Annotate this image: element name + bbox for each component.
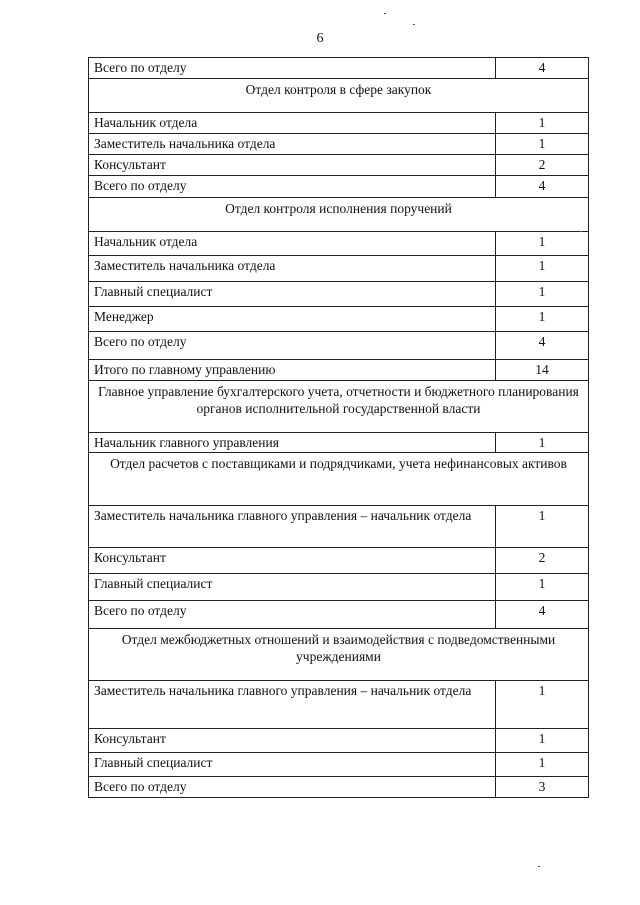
table-row [89, 681, 589, 729]
position-title: Консультант [89, 155, 496, 176]
position-title: Главный специалист [89, 282, 496, 307]
position-title: Всего по отделу [89, 176, 496, 198]
table-row [89, 729, 589, 753]
section-title: Отдел контроля в сфере закупок [89, 79, 589, 113]
table-row [89, 574, 589, 601]
position-count: 1 [496, 729, 589, 753]
position-count: 1 [496, 256, 589, 282]
section-title: Отдел межбюджетных отношений и взаимодействия с подведомственными учреждениями [89, 629, 589, 681]
position-title: Начальник отдела [89, 113, 496, 134]
staffing-table-body [89, 58, 589, 798]
position-count: 4 [496, 601, 589, 629]
position-count: 14 [496, 360, 589, 381]
position-title: Всего по отделу [89, 332, 496, 360]
position-count: 4 [496, 58, 589, 79]
position-count: 1 [496, 506, 589, 548]
scan-speck [384, 13, 386, 14]
table-row [89, 282, 589, 307]
position-title: Всего по отделу [89, 601, 496, 629]
section-header-row [89, 198, 589, 232]
position-title: Итого по главному управлению [89, 360, 496, 381]
position-title: Начальник отдела [89, 232, 496, 256]
position-title: Консультант [89, 729, 496, 753]
table-row [89, 360, 589, 381]
table-row [89, 307, 589, 332]
position-title: Начальник главного управления [89, 433, 496, 453]
scan-speck [538, 866, 540, 867]
section-header-row [89, 629, 589, 681]
position-count: 4 [496, 332, 589, 360]
table-row [89, 548, 589, 574]
scan-speck [413, 24, 415, 25]
position-count: 1 [496, 307, 589, 332]
position-count: 4 [496, 176, 589, 198]
position-count: 2 [496, 548, 589, 574]
position-count: 1 [496, 433, 589, 453]
position-title: Заместитель начальника отдела [89, 256, 496, 282]
section-header-row [89, 381, 589, 433]
position-count: 1 [496, 134, 589, 155]
table-row [89, 777, 589, 798]
table-row [89, 256, 589, 282]
position-count: 1 [496, 282, 589, 307]
table-row [89, 232, 589, 256]
table-row [89, 433, 589, 453]
table-row [89, 58, 589, 79]
position-title: Консультант [89, 548, 496, 574]
section-header-row [89, 453, 589, 506]
position-count: 1 [496, 113, 589, 134]
table-row [89, 601, 589, 629]
table-row [89, 332, 589, 360]
staffing-table [88, 57, 589, 798]
position-title: Менеджер [89, 307, 496, 332]
position-count: 2 [496, 155, 589, 176]
position-title: Всего по отделу [89, 58, 496, 79]
position-title: Заместитель начальника отдела [89, 134, 496, 155]
section-title: Отдел контроля исполнения поручений [89, 198, 589, 232]
position-count: 3 [496, 777, 589, 798]
position-count: 1 [496, 681, 589, 729]
table-row [89, 753, 589, 777]
position-title: Заместитель начальника главного управления – начальник отдела [89, 506, 496, 548]
table-row [89, 176, 589, 198]
section-title: Главное управление бухгалтерского учета, отчетности и бюджетного планирования органов исполнительной государственной власти [89, 381, 589, 433]
position-count: 1 [496, 753, 589, 777]
position-title: Заместитель начальника главного управления – начальник отдела [89, 681, 496, 729]
table-row [89, 113, 589, 134]
table-row [89, 155, 589, 176]
page-number: 6 [316, 31, 324, 46]
table-row [89, 134, 589, 155]
table-row [89, 506, 589, 548]
section-title: Отдел расчетов с поставщиками и подрядчиками, учета нефинансовых активов [89, 453, 589, 506]
position-title: Главный специалист [89, 753, 496, 777]
position-title: Всего по отделу [89, 777, 496, 798]
position-count: 1 [496, 574, 589, 601]
section-header-row [89, 79, 589, 113]
scan-speck [580, 231, 582, 232]
position-title: Главный специалист [89, 574, 496, 601]
position-count: 1 [496, 232, 589, 256]
